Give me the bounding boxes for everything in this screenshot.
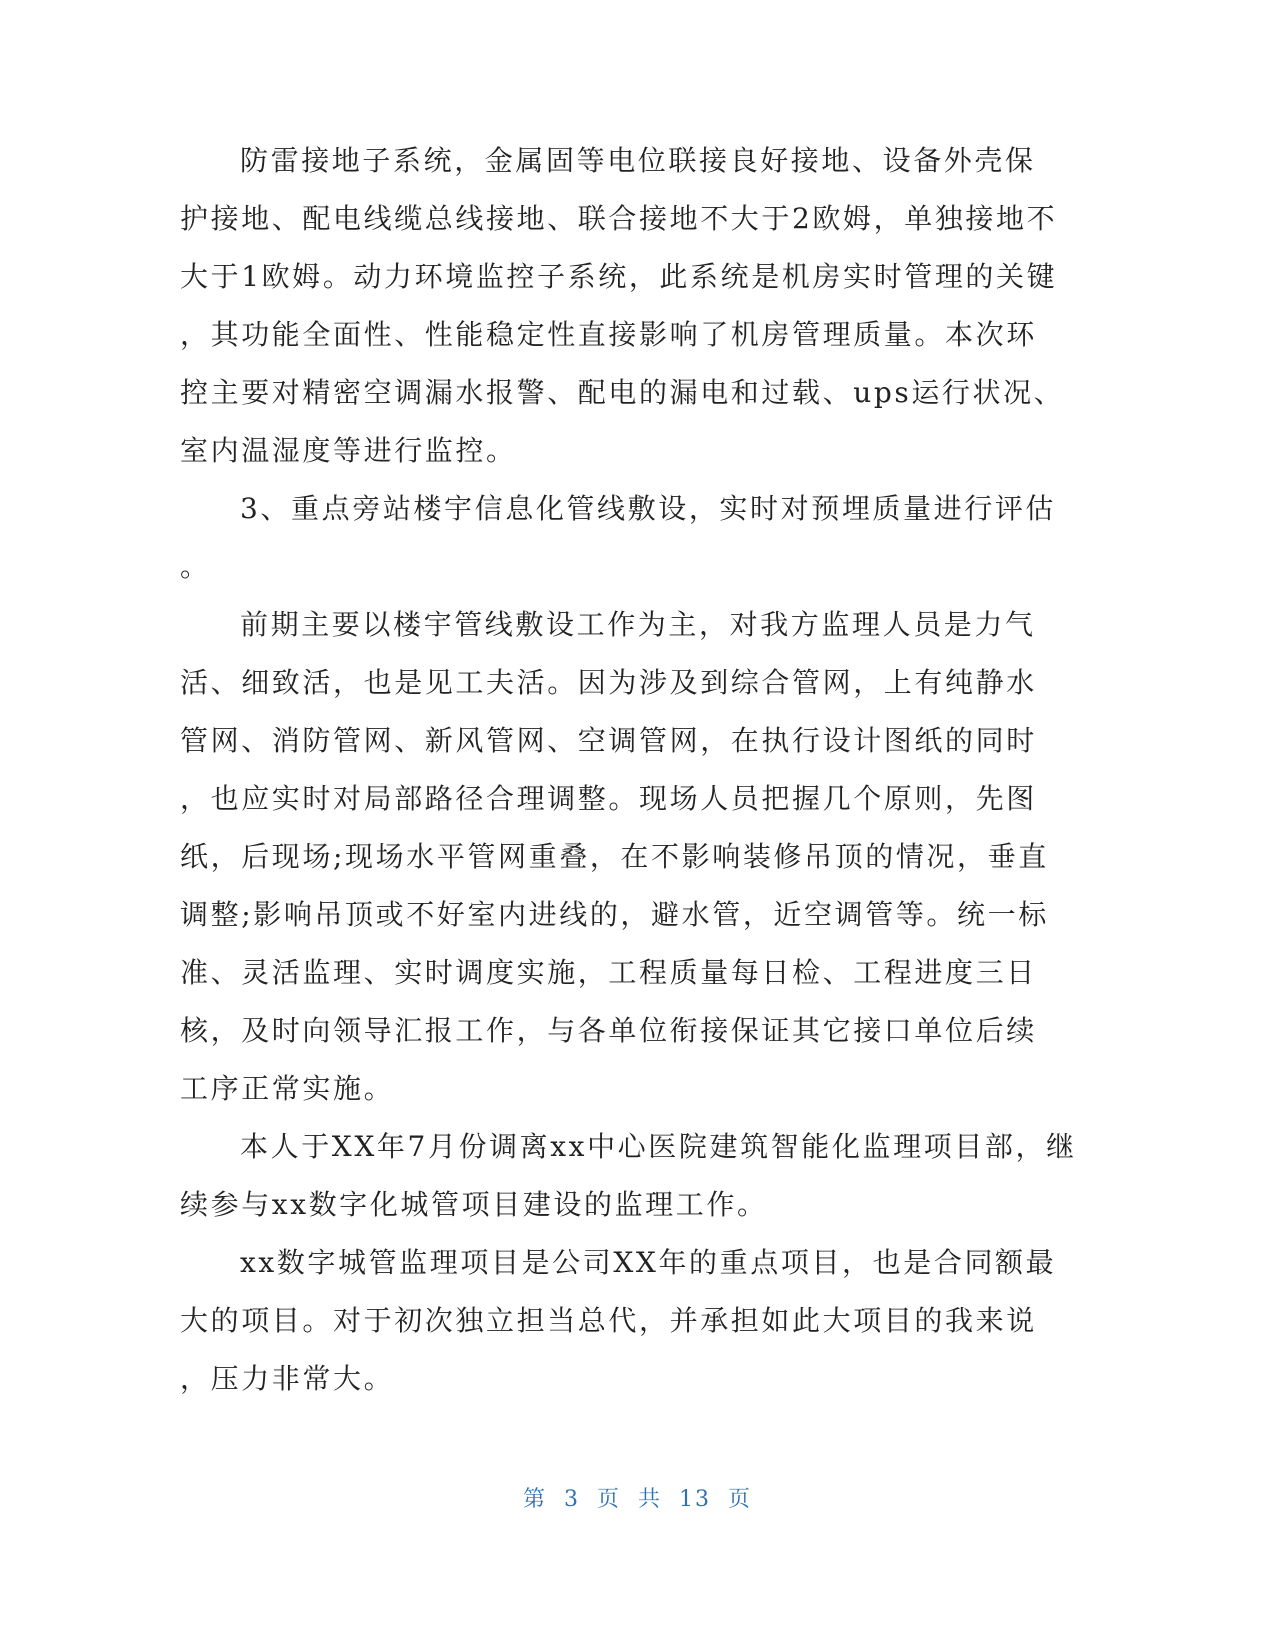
text-line: ，也应实时对局部路径合理调整。现场人员把握几个原则，先图: [180, 782, 1037, 815]
document-body: [180, 132, 1080, 1408]
text-line: 核，及时向领导汇报工作，与各单位衔接保证其它接口单位后续: [180, 1014, 1037, 1047]
text-line: 大的项目。对于初次独立担当总代，并承担如此大项目的我来说: [180, 1304, 1037, 1337]
text-line: 前期主要以楼宇管线敷设工作为主，对我方监理人员是力气: [240, 608, 1036, 641]
page-label-mid: 页: [596, 1487, 621, 1512]
text-line: 工序正常实施。: [180, 1072, 395, 1105]
text-line: 室内温湿度等进行监控。: [180, 434, 517, 467]
text-line: 大于1欧姆。动力环境监控子系统，此系统是机房实时管理的关键: [180, 260, 1058, 293]
text-line: 防雷接地子系统，金属固等电位联接良好接地、设备外壳保: [240, 144, 1036, 177]
text-line: 。: [180, 550, 211, 583]
text-line: 准、灵活监理、实时调度实施，工程质量每日检、工程进度三日: [180, 956, 1037, 989]
text-line: 活、细致活，也是见工夫活。因为涉及到综合管网，上有纯静水: [180, 666, 1037, 699]
text-line: xx数字城管监理项目是公司XX年的重点项目，也是合同额最: [240, 1246, 1057, 1279]
text-line: ，其功能全面性、性能稳定性直接影响了机房管理质量。本次环: [180, 318, 1037, 351]
total-pages: 13: [679, 1487, 712, 1512]
text-line: 护接地、配电线缆总线接地、联合接地不大于2欧姆，单独接地不: [180, 202, 1058, 235]
page-label-prefix: 第: [522, 1487, 547, 1512]
text-line: 续参与xx数字化城管项目建设的监理工作。: [180, 1188, 768, 1221]
page-footer: [0, 1482, 1275, 1513]
text-line: ，压力非常大。: [180, 1362, 395, 1395]
text-line: 3、重点旁站楼宇信息化管线敷设，实时对预埋质量进行评估: [240, 492, 1057, 525]
text-line: 控主要对精密空调漏水报警、配电的漏电和过载、ups运行状况、: [180, 376, 1065, 409]
text-line: 本人于XX年7月份调离xx中心医院建筑智能化监理项目部，继: [240, 1130, 1077, 1163]
page-label-suffix: 页: [728, 1487, 753, 1512]
text-line: 管网、消防管网、新风管网、空调管网，在执行设计图纸的同时: [180, 724, 1037, 757]
text-line: 纸，后现场;现场水平管网重叠，在不影响装修吊顶的情况，垂直: [180, 840, 1049, 873]
total-label: 共: [638, 1487, 663, 1512]
text-line: 调整;影响吊顶或不好室内进线的，避水管，近空调管等。统一标: [180, 898, 1049, 931]
page-number: 3: [563, 1487, 580, 1512]
